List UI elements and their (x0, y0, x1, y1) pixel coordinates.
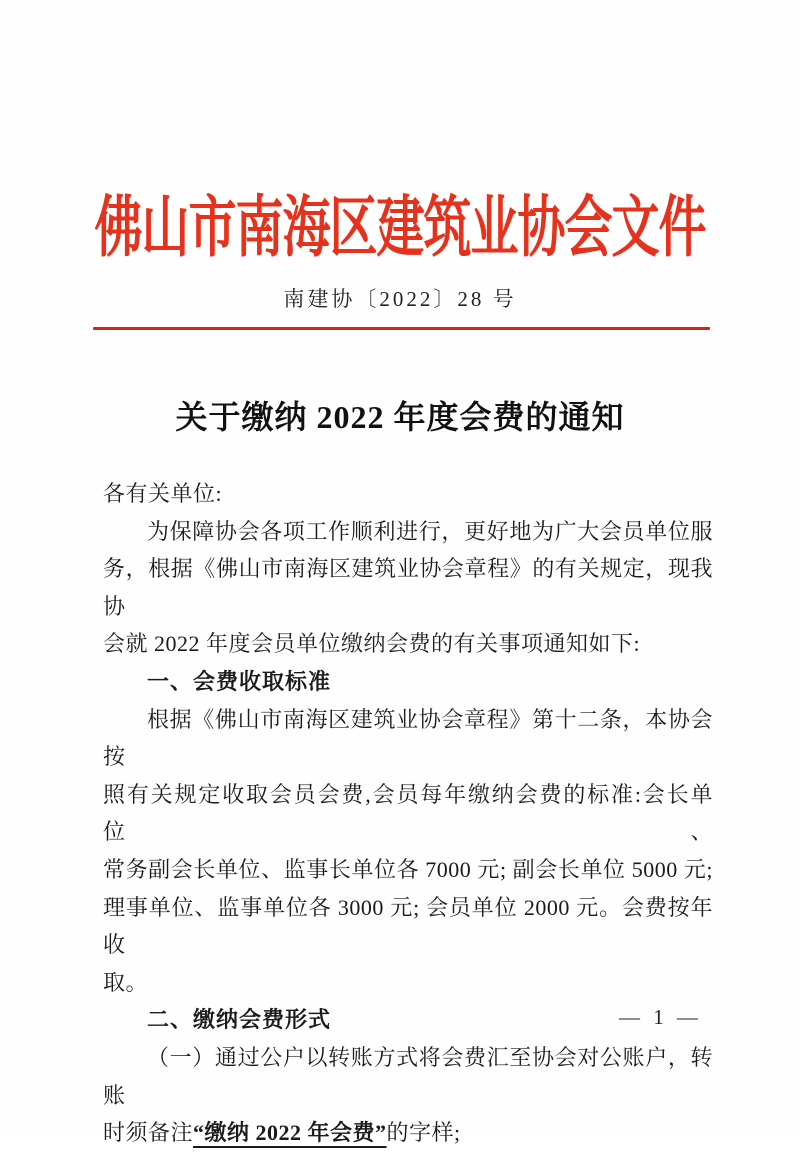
body-line-remark (103, 1114, 713, 1152)
section-heading-1: 一、会费收取标准 (147, 668, 332, 694)
remark-suffix: 的字样; (386, 1120, 461, 1146)
body-line: 常务副会长单位、监事长单位各 7000 元; 副会长单位 5000 元; (103, 856, 713, 882)
remark-highlight: “缴纳 2022 年会费” (193, 1120, 387, 1146)
red-divider-line (93, 327, 710, 330)
body-line: 会就 2022 年度会员单位缴纳会费的有关事项通知如下: (103, 631, 641, 657)
body-line: （一）通过公户以转账方式将会费汇至协会对公账户，转账 (103, 1044, 713, 1108)
body-line: 为保障协会各项工作顺利进行，更好地为广大会员单位服 (147, 518, 713, 544)
salutation-line: 各有关单位: (103, 481, 223, 506)
section-heading-2: 二、缴纳会费形式 (147, 1007, 332, 1033)
document-number: 南建协〔2022〕28 号 (283, 287, 517, 311)
remark-prefix: 时须备注 (103, 1120, 194, 1146)
body-line: 取。 (103, 969, 149, 995)
document-body (103, 475, 713, 1152)
body-line: 务，根据《佛山市南海区建筑业协会章程》的有关规定，现我协 (103, 556, 713, 619)
body-line: 理事单位、监事单位各 3000 元; 会员单位 2000 元。会费按年收 (103, 894, 713, 958)
letterhead-org-title: 佛山市南海区建筑业协会文件 (94, 191, 706, 266)
body-line: 照有关规定收取会员会费,会员每年缴纳会费的标准:会长单位、 (103, 781, 713, 845)
body-line: 根据《佛山市南海区建筑业协会章程》第十二条，本协会按 (103, 706, 713, 770)
page-number: — 1 — (619, 1005, 702, 1029)
notice-title: 关于缴纳 2022 年度会费的通知 (175, 399, 625, 435)
